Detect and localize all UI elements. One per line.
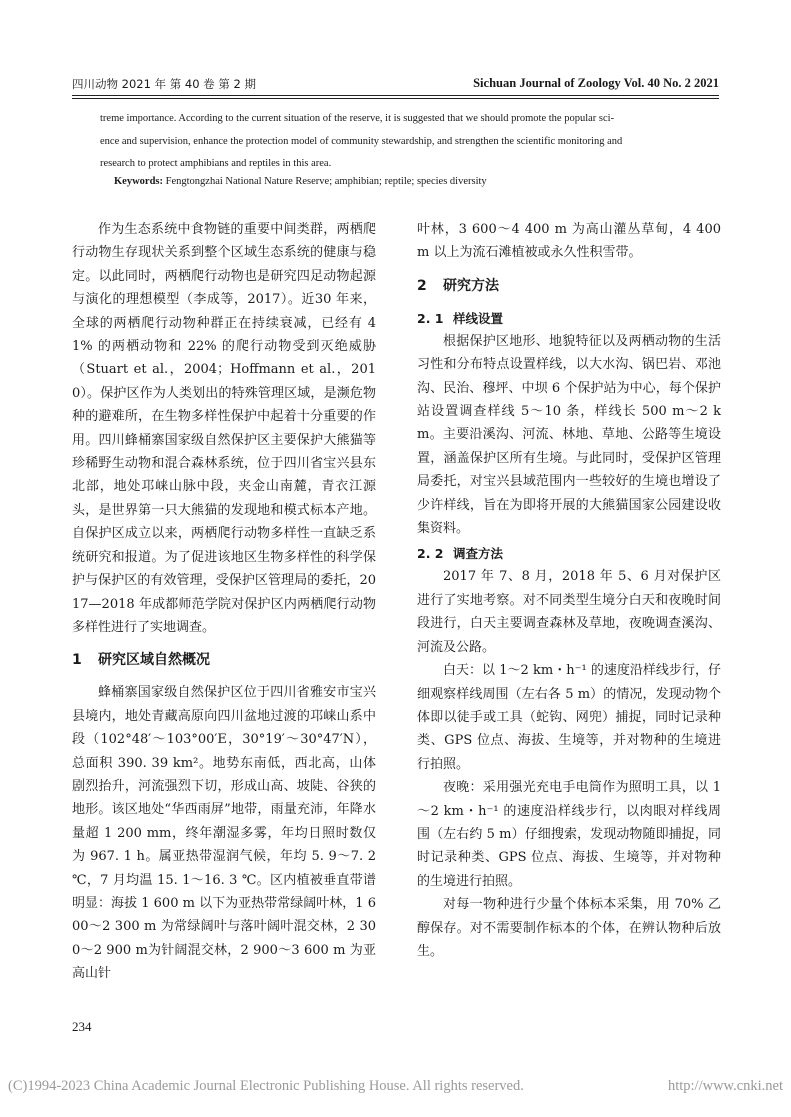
keywords: [114, 176, 701, 187]
continued-paragraph: 叶林，3 600～4 400 m 为高山灌丛草甸，4 400 m 以上为流石滩植被或永久性积雪带。: [417, 222, 721, 261]
keywords-text: Fengtongzhai National Nature Reserve; amphibian; reptile; species diversity: [163, 176, 487, 187]
transect-paragraph: 根据保护区地形、地貌特征以及两栖动物的生活习性和分布特点设置样线，以大水沟、锅巴岩、邓池沟、民治、穆坪、中坝 6 个保护站为中心，每个保护站设置调查样线 5～10 条，样线长 500 m～2 km。主要沿溪沟、河流、林地、草地、公路等生境设置，涵盖保护区所有生境。与此同时，受保护区管理局委托，对宝兴县域范围内一些较好的生境也增设了少许样线，旨在为即将开展的大熊猫国家公园建设收集资料。: [417, 333, 721, 537]
daytime-paragraph: 白天：以 1～2 km・h⁻¹ 的速度沿样线步行，仔细观察样线周围（左右各 5 m）的情况，发现动物个体即以徒手或工具（蛇钩、网兜）捕捉，同时记录种类、GPS 位点、海拔、生境等，并对物种的生境进行拍照。: [417, 663, 721, 772]
section-heading: [72, 647, 376, 673]
journal-issue-cn: 四川动物 2021 年 第 40 卷 第 2 期: [72, 77, 256, 91]
header-rule: [72, 95, 719, 96]
night-paragraph: 夜晚：采用强光充电手电筒作为照明工具，以 1～2 km・h⁻¹ 的速度沿样线步行，以肉眼对样线周围（左右约 5 m）仔细搜索，发现动物随即捕捉，同时记录种类、GPS 位点、海拔、生境等，并对物种的生境进行拍照。: [417, 780, 721, 889]
cnki-url: http://www.cnki.net: [667, 1078, 783, 1094]
subsection-title: 调查方法: [453, 546, 504, 562]
journal-issue-en: Sichuan Journal of Zoology Vol. 40 No. 2 2021: [473, 76, 719, 90]
abstract-line: ence and supervision, enhance the protection model of community stewardship, and strengthen the scientific monitoring and: [100, 135, 623, 147]
section-title: 研究区域自然概况: [98, 652, 210, 669]
study-area-paragraph: 蜂桶寨国家级自然保护区位于四川省雅安市宝兴县境内，地处青藏高原向四川盆地过渡的邛崃山系中段（102°48′～103°00′E，30°19′～30°47′N），总面积 390. 39 km²。地势东南低，西北高，山体剧烈抬升，河流强烈下切，形成山高、坡陡、谷狭的地形。该区地处“华西雨屏”地带，雨量充沛，年降水量超 1 200 mm，终年潮湿多雾，年均日照时数仅为 967. 1 h。属亚热带湿润气候，年均 5. 9～7. 2 ℃，7 月均温 15. 1～16. 3 ℃。区内植被垂直带谱明显：海拔 1 600 m 以下为亚热带常绿阔叶林，1 600～2 300 m 为常绿阔叶与落叶阔叶混交林，2 300～2 900 m为针阔混交林，2 900～3 600 m 为亚高山针: [72, 685, 376, 982]
subsection-heading: [417, 542, 721, 565]
abstract-line: research to protect amphibians and reptiles in this area.: [100, 158, 332, 169]
subsection-number: 2. 2: [417, 546, 444, 562]
abstract-line: treme importance. According to the current situation of the reserve, it is suggested that we should promote the popular sci-: [100, 113, 615, 124]
section-heading: [417, 273, 721, 299]
keywords-label: Keywords:: [114, 176, 163, 187]
subsection-number: 2. 1: [417, 310, 444, 326]
intro-paragraph: 作为生态系统中食物链的重要中间类群，两栖爬行动物生存现状关系到整个区域生态系统的健康与稳定。以此同时，两栖爬行动物也是研究四足动物起源与演化的理想模型（李成等，2017）。近30 年来，全球的两栖爬行动物种群正在持续衰减，已经有 41% 的两栖动物和 22% 的爬行动物受到灭绝威胁（Stuart et al.，2004；Hoffmann et al.，2010）。保护区作为人类划出的特殊管理区域，是濒危物种的避难所，在生物多样性保护中起着十分重要的作用。四川蜂桶寨国家级自然保护区主要保护大熊猫等珍稀野生动物和混合森林系统，位于四川省宝兴县东北部，地处邛崃山脉中段，夹金山南麓，青衣江源头，是世界第一只大熊猫的发现地和模式标本产地。自保护区成立以来，两栖爬行动物多样性一直缺乏系统研究和报道。为了促进该地区生物多样性的科学保护与保护区的有效管理，受保护区管理局的委托，2017—2018 年成都师范学院对保护区内两栖爬行动物多样性进行了实地调查。: [72, 222, 376, 635]
section-title: 研究方法: [443, 277, 499, 294]
copyright-text: (C)1994-2023 China Academic Journal Electronic Publishing House. All rights reserved.: [8, 1078, 524, 1094]
right-column: [417, 218, 721, 963]
subsection-heading: [417, 307, 721, 330]
section-number: 1: [72, 652, 82, 669]
running-header: [72, 76, 719, 96]
page-number: 234: [72, 1019, 92, 1034]
survey-paragraph: 2017 年 7、8 月，2018 年 5、6 月对保护区进行了实地考察。对不同类型生境分白天和夜晚时间段进行，白天主要调查森林及草地，夜晚调查溪沟、河流及公路。: [417, 569, 721, 655]
section-number: 2: [417, 277, 427, 294]
specimen-paragraph: 对每一物种进行少量个体标本采集，用 70% 乙醇保存。对不需要制作标本的个体，在辨认物种后放生。: [417, 897, 721, 959]
header-rule-thin: [72, 98, 719, 99]
subsection-title: 样线设置: [453, 310, 504, 326]
abstract-continuation: [100, 108, 691, 176]
left-column: [72, 218, 376, 986]
